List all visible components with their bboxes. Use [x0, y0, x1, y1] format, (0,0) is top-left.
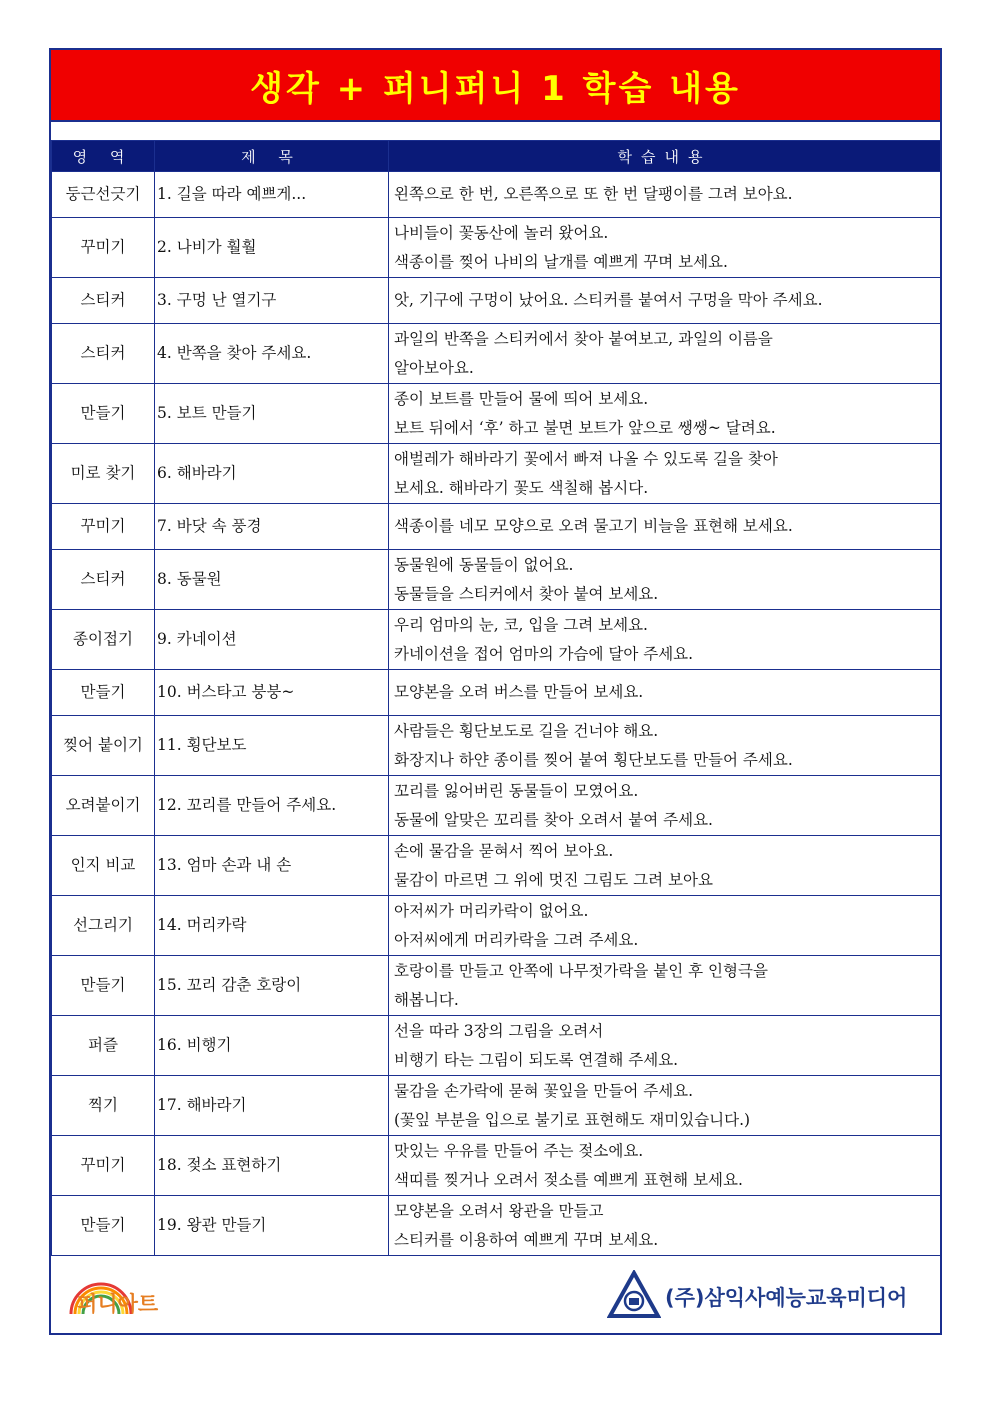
- table-row: [52, 550, 941, 610]
- row-area: 꾸미기: [52, 504, 155, 550]
- table-header-row: [52, 141, 941, 172]
- row-subject: 2. 나비가 훨훨: [155, 218, 389, 278]
- header-area: 영 역: [52, 141, 155, 172]
- table-row: [52, 278, 941, 324]
- row-area: 스티커: [52, 324, 155, 384]
- content-line-1: 호랑이를 만들고 안쪽에 나무젓가락을 붙인 후 인형극을: [394, 961, 768, 980]
- content-line-2: 색종이를 찢어 나비의 날개를 예쁘게 꾸며 보세요.: [394, 252, 728, 271]
- table-row: [52, 324, 941, 384]
- table-row: [52, 444, 941, 504]
- row-subject: 10. 버스타고 붕붕~: [155, 670, 389, 716]
- row-subject: 11. 횡단보도: [155, 716, 389, 776]
- row-subject: 6. 해바라기: [155, 444, 389, 504]
- table-row: [52, 1136, 941, 1196]
- row-subject: 17. 해바라기: [155, 1076, 389, 1136]
- content-line-1: 물감을 손가락에 묻혀 꽃잎을 만들어 주세요.: [394, 1081, 694, 1100]
- row-content: [389, 550, 941, 610]
- content-line-2: 물감이 마르면 그 위에 멋진 그림도 그려 보아요: [394, 870, 713, 889]
- row-content: [389, 956, 941, 1016]
- content-line-1: 애벌레가 해바라기 꽃에서 빠져 나올 수 있도록 길을 찾아: [394, 449, 778, 468]
- curriculum-table: [51, 141, 941, 1256]
- content-line-2: 비행기 타는 그림이 되도록 연결해 주세요.: [394, 1050, 679, 1069]
- content-line-1: 사람들은 횡단보도로 길을 건너야 해요.: [394, 721, 659, 740]
- row-area: 둥근선긋기: [52, 172, 155, 218]
- table-row: [52, 384, 941, 444]
- content-line-2: 아저씨에게 머리카락을 그려 주세요.: [394, 930, 639, 949]
- row-content: [389, 836, 941, 896]
- page-title: 생각 + 퍼니퍼니 1 학습 내용: [250, 68, 741, 109]
- row-content: [389, 1196, 941, 1256]
- row-area: 만들기: [52, 1196, 155, 1256]
- row-area: 스티커: [52, 278, 155, 324]
- header-subject: 제 목: [155, 141, 389, 172]
- content-line-1: 맛있는 우유를 만들어 주는 젖소에요.: [394, 1141, 644, 1160]
- table-row: [52, 716, 941, 776]
- table-row: [52, 956, 941, 1016]
- publisher-logo: [607, 1268, 917, 1324]
- row-subject: 5. 보트 만들기: [155, 384, 389, 444]
- table-row: [52, 218, 941, 278]
- row-subject: 7. 바닷 속 풍경: [155, 504, 389, 550]
- row-area: 스티커: [52, 550, 155, 610]
- content-line-2: 해봅니다.: [394, 990, 459, 1009]
- table-row: [52, 836, 941, 896]
- content-line-2: 알아보아요.: [394, 358, 474, 377]
- content-line-2: 화장지나 하얀 종이를 찢어 붙여 횡단보도를 만들어 주세요.: [394, 750, 793, 769]
- triangle-emblem-icon: [607, 1270, 661, 1320]
- row-content: [389, 716, 941, 776]
- row-content: [389, 1136, 941, 1196]
- content-line-1: 나비들이 꽃동산에 놀러 왔어요.: [394, 223, 609, 242]
- row-subject: 9. 카네이션: [155, 610, 389, 670]
- row-content: [389, 218, 941, 278]
- row-content: [389, 896, 941, 956]
- row-content: [389, 610, 941, 670]
- content-line-1: 모양본을 오려 버스를 만들어 보세요.: [394, 683, 644, 701]
- row-area: 미로 찾기: [52, 444, 155, 504]
- content-line-1: 동물원에 동물들이 없어요.: [394, 555, 574, 574]
- row-content: [389, 444, 941, 504]
- table-row: [52, 1016, 941, 1076]
- row-subject: 18. 젖소 표현하기: [155, 1136, 389, 1196]
- title-bar: [51, 50, 940, 122]
- content-line-1: 선을 따라 3장의 그림을 오려서: [394, 1021, 604, 1040]
- content-line-1: 왼쪽으로 한 번, 오른쪽으로 또 한 번 달팽이를 그려 보아요.: [394, 185, 793, 203]
- row-subject: 15. 꼬리 감춘 호랑이: [155, 956, 389, 1016]
- table-row: [52, 776, 941, 836]
- table-row: [52, 504, 941, 550]
- left-logo-text: 퍼니아트: [77, 1292, 159, 1316]
- row-subject: 16. 비행기: [155, 1016, 389, 1076]
- content-line-1: 아저씨가 머리카락이 없어요.: [394, 901, 589, 920]
- table-row: [52, 610, 941, 670]
- content-line-1: 종이 보트를 만들어 물에 띄어 보세요.: [394, 389, 649, 408]
- row-subject: 8. 동물원: [155, 550, 389, 610]
- row-subject: 4. 반쪽을 찾아 주세요.: [155, 324, 389, 384]
- content-line-1: 앗, 기구에 구멍이 났어요. 스티커를 붙여서 구멍을 막아 주세요.: [394, 291, 823, 309]
- row-area: 꾸미기: [52, 1136, 155, 1196]
- row-content: [389, 384, 941, 444]
- row-subject: 12. 꼬리를 만들어 주세요.: [155, 776, 389, 836]
- content-line-2: 스티커를 이용하여 예쁘게 꾸며 보세요.: [394, 1230, 659, 1249]
- row-area: 인지 비교: [52, 836, 155, 896]
- spacer-row: [51, 122, 940, 141]
- table-row: [52, 896, 941, 956]
- content-line-2: 카네이션을 접어 엄마의 가슴에 달아 주세요.: [394, 644, 694, 663]
- row-subject: 19. 왕관 만들기: [155, 1196, 389, 1256]
- row-content: [389, 172, 941, 218]
- table-row: [52, 1196, 941, 1256]
- table-row: [52, 1076, 941, 1136]
- content-line-1: 색종이를 네모 모양으로 오려 물고기 비늘을 표현해 보세요.: [394, 517, 793, 535]
- content-line-1: 꼬리를 잃어버린 동물들이 모였어요.: [394, 781, 639, 800]
- content-line-1: 우리 엄마의 눈, 코, 입을 그려 보세요.: [394, 615, 648, 634]
- row-subject: 3. 구멍 난 열기구: [155, 278, 389, 324]
- row-subject: 14. 머리카락: [155, 896, 389, 956]
- row-content: [389, 1076, 941, 1136]
- row-area: 찍기: [52, 1076, 155, 1136]
- header-content: 학습내용: [389, 141, 941, 172]
- row-area: 만들기: [52, 956, 155, 1016]
- row-area: 찢어 붙이기: [52, 716, 155, 776]
- row-content: [389, 670, 941, 716]
- content-line-2: 동물들을 스티커에서 찾아 붙여 보세요.: [394, 584, 659, 603]
- publisher-name: (주)삼익사예능교육미디어: [665, 1286, 908, 1310]
- content-line-2: 색띠를 찢거나 오려서 젖소를 예쁘게 표현해 보세요.: [394, 1170, 743, 1189]
- row-area: 종이접기: [52, 610, 155, 670]
- row-area: 퍼즐: [52, 1016, 155, 1076]
- content-line-1: 손에 물감을 묻혀서 찍어 보아요.: [394, 841, 614, 860]
- table-row: [52, 172, 941, 218]
- row-content: [389, 776, 941, 836]
- row-area: 선그리기: [52, 896, 155, 956]
- content-line-2: 보세요. 해바라기 꽃도 색칠해 봅시다.: [394, 478, 649, 497]
- funny-art-logo: [65, 1274, 175, 1322]
- content-line-2: 동물에 알맞은 꼬리를 찾아 오려서 붙여 주세요.: [394, 810, 713, 829]
- footer: [51, 1258, 940, 1333]
- row-content: [389, 504, 941, 550]
- row-content: [389, 278, 941, 324]
- row-subject: 13. 엄마 손과 내 손: [155, 836, 389, 896]
- row-area: 오려붙이기: [52, 776, 155, 836]
- content-line-1: 과일의 반쪽을 스티커에서 찾아 붙여보고, 과일의 이름을: [394, 329, 773, 348]
- row-area: 만들기: [52, 384, 155, 444]
- row-subject: 1. 길을 따라 예쁘게...: [155, 172, 389, 218]
- content-line-1: 모양본을 오려서 왕관을 만들고: [394, 1201, 604, 1220]
- row-content: [389, 324, 941, 384]
- table-row: [52, 670, 941, 716]
- row-area: 만들기: [52, 670, 155, 716]
- row-content: [389, 1016, 941, 1076]
- worksheet: [49, 48, 942, 1335]
- content-line-2: (꽃잎 부분을 입으로 불기로 표현해도 재미있습니다.): [394, 1110, 751, 1129]
- content-line-2: 보트 뒤에서 ‘후’ 하고 불면 보트가 앞으로 쌩쌩~ 달려요.: [394, 418, 776, 437]
- row-area: 꾸미기: [52, 218, 155, 278]
